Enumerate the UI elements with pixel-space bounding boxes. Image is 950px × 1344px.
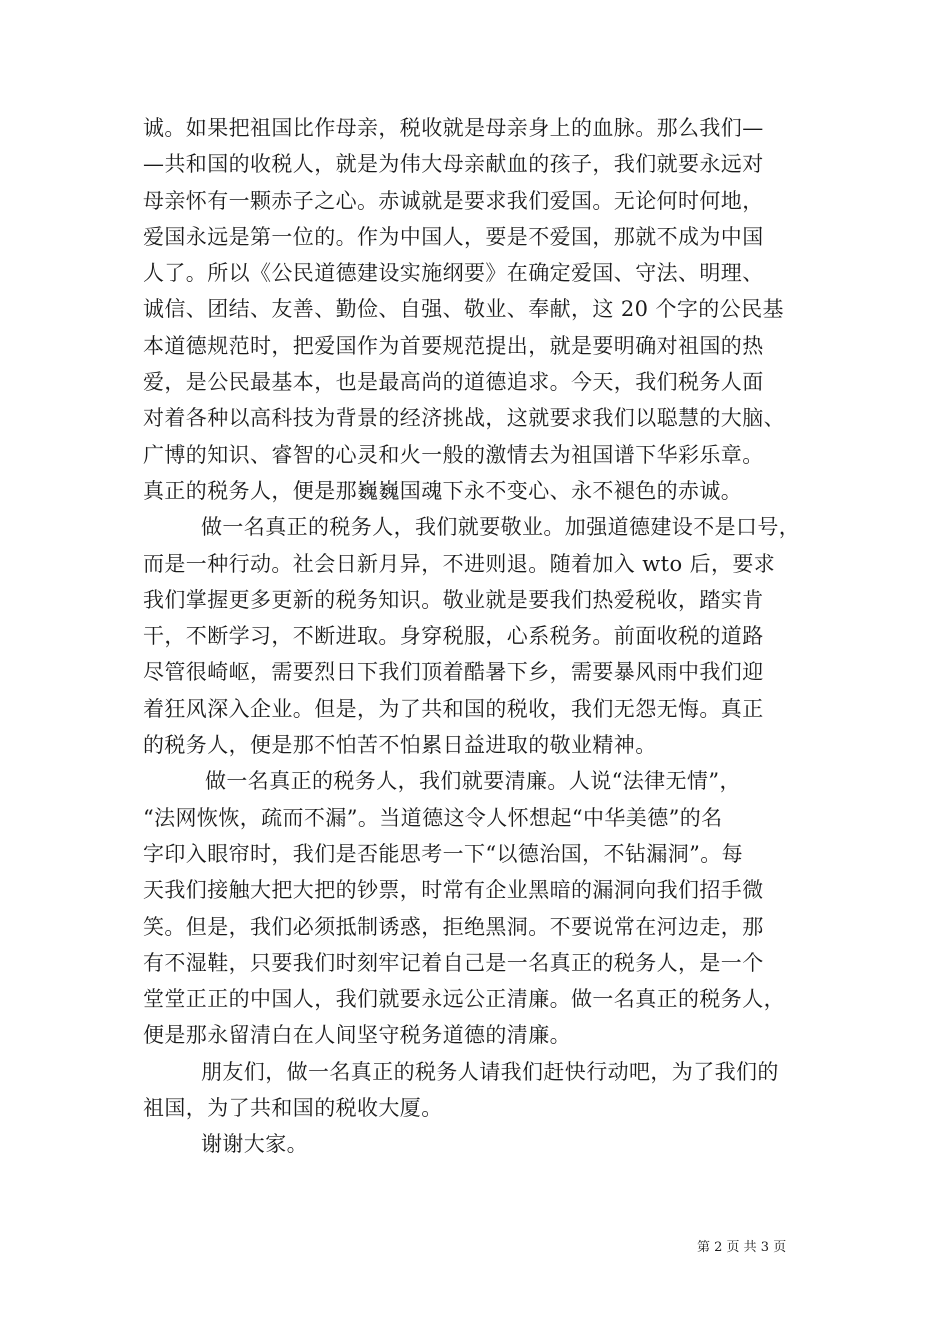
text-line: 而是一种行动。社会日新月异，不进则退。随着加入 wto 后，要求 xyxy=(143,551,776,576)
text-line: 笑。但是，我们必须抵制诱惑，拒绝黑洞。不要说常在河边走，那 xyxy=(143,914,764,939)
text-line: —共和国的收税人，就是为伟大母亲献血的孩子，我们就要永远对 xyxy=(143,152,764,177)
text-line: 爱，是公民最基本，也是最高尚的道德追求。今天，我们税务人面 xyxy=(143,370,764,395)
text-line: 诚。如果把祖国比作母亲，税收就是母亲身上的血脉。那么我们— xyxy=(143,116,764,140)
text-line: 本道德规范时，把爱国作为首要规范提出，就是要明确对祖国的热 xyxy=(143,333,764,358)
text-line: 谢谢大家。 xyxy=(201,1132,308,1157)
text-line: 天我们接触大把大把的钞票，时常有企业黑暗的漏洞向我们招手微 xyxy=(143,878,764,903)
text-line: 尽管很崎岖，需要烈日下我们顶着酷暑下乡，需要暴风雨中我们迎 xyxy=(143,660,764,685)
text-line: 朋友们，做一名真正的税务人请我们赶快行动吧，为了我们的 xyxy=(201,1059,779,1084)
text-line: 人了。所以《公民道德建设实施纲要》在确定爱国、守法、明理、 xyxy=(143,261,764,286)
text-line: 有不湿鞋，只要我们时刻牢记着自己是一名真正的税务人，是一个 xyxy=(143,950,764,975)
text-line: “法网恢恢，疏而不漏”。当道德这令人怀想起“中华美德”的名 xyxy=(143,805,723,830)
text-line: 真正的税务人，便是那巍巍国魂下永不变心、永不褪色的赤诚。 xyxy=(143,478,743,503)
text-line: 着狂风深入企业。但是，为了共和国的税收，我们无怨无悔。真正 xyxy=(143,696,764,721)
text-line: 诚信、团结、友善、勤俭、自强、敬业、奉献，这 20 个字的公民基 xyxy=(143,297,784,322)
text-line: 母亲怀有一颗赤子之心。赤诚就是要求我们爱国。无论何时何地， xyxy=(143,188,764,213)
text-line: 的税务人，便是那不怕苦不怕累日益进取的敬业精神。 xyxy=(143,733,657,758)
text-line: 祖国，为了共和国的税收大厦。 xyxy=(143,1096,443,1121)
text-line: 字印入眼帘时，我们是否能思考一下“以德治国，不钻漏洞”。每 xyxy=(143,841,744,866)
text-line: 对着各种以高科技为背景的经济挑战，这就要求我们以聪慧的大脑、 xyxy=(143,406,785,431)
page-number-footer: 第 2 页 共 3 页 xyxy=(697,1240,787,1255)
text-line: 干，不断学习，不断进取。身穿税服，心系税务。前面收税的道路 xyxy=(143,624,764,649)
document-body xyxy=(143,110,815,1163)
text-line: 爱国永远是第一位的。作为中国人，要是不爱国，那就不成为中国 xyxy=(143,224,764,249)
text-line: 我们掌握更多更新的税务知识。敬业就是要我们热爱税收，踏实肯 xyxy=(143,587,764,612)
text-line: 堂堂正正的中国人，我们就要永远公正清廉。做一名真正的税务人， xyxy=(143,987,785,1012)
text-line: 做一名真正的税务人，我们就要清廉。人说“法律无情”， xyxy=(205,769,741,794)
text-line: 便是那永留清白在人间坚守税务道德的清廉。 xyxy=(143,1023,571,1048)
text-line: 广博的知识、睿智的心灵和火一般的激情去为祖国谱下华彩乐章。 xyxy=(143,442,764,467)
text-line: 做一名真正的税务人，我们就要敬业。加强道德建设不是口号， xyxy=(201,515,801,540)
